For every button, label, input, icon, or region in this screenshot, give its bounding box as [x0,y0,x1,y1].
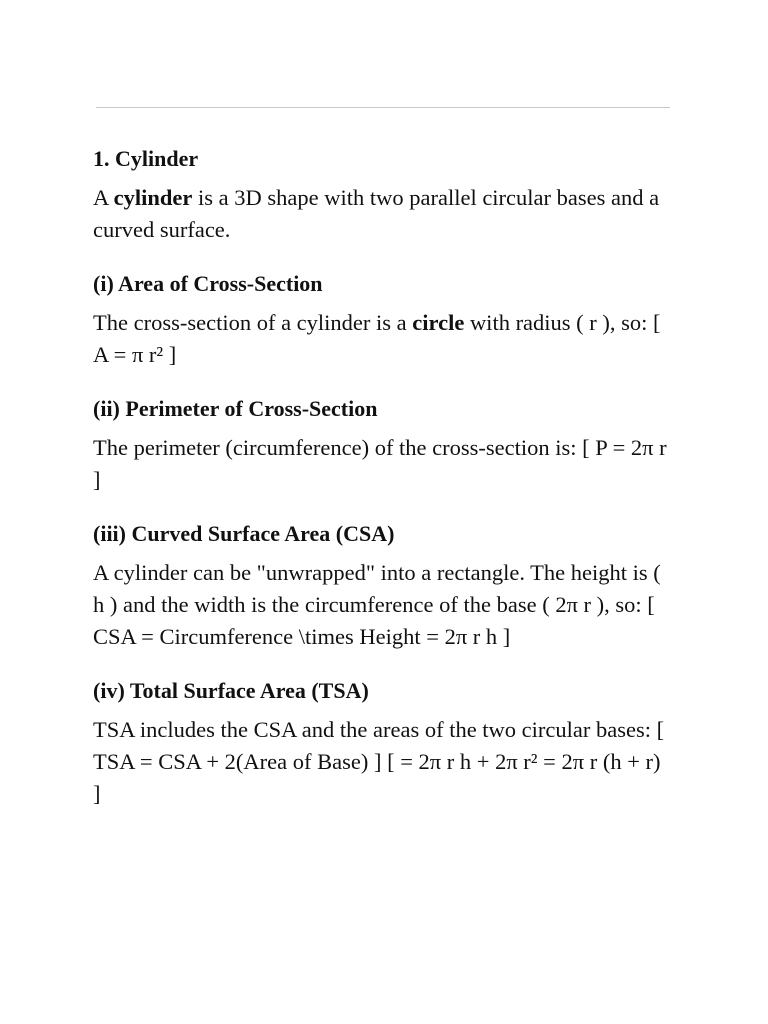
csa-paragraph: A cylinder can be "unwrapped" into a rectangle. The height is ( h ) and the width is the circumference of the base ( 2π r ), so: [ CSA = Circumference \times Height = 2π r h ] [93,560,661,649]
perimeter-heading: (ii) Perimeter of Cross-Section [93,396,378,421]
section-heading: 1. Cylinder [93,146,199,171]
tsa-paragraph: TSA includes the CSA and the areas of the two circular bases: [ TSA = CSA + 2(Area of Base) ] [ = 2π r h + 2π r² = 2π r (h + r) ] [93,717,665,806]
intro-text-pre: A [93,185,114,210]
perimeter-paragraph: The perimeter (circumference) of the cross-section is: [ P = 2π r ] [93,435,667,492]
area-text-pre: The cross-section of a cylinder is a [93,310,413,335]
horizontal-divider [96,107,670,108]
tsa-heading: (iv) Total Surface Area (TSA) [93,678,369,703]
intro-text-post: is a 3D shape with two parallel circular bases and a curved surface. [93,185,660,242]
intro-paragraph [93,182,673,246]
csa-heading: (iii) Curved Surface Area (CSA) [93,521,395,546]
area-paragraph [93,307,673,371]
document-content [93,143,673,832]
intro-bold-term: cylinder [113,185,193,210]
area-heading: (i) Area of Cross-Section [93,271,323,296]
area-text-post: with radius ( r ), so: [ A = π r² ] [93,310,661,367]
area-bold-term: circle [412,310,465,335]
